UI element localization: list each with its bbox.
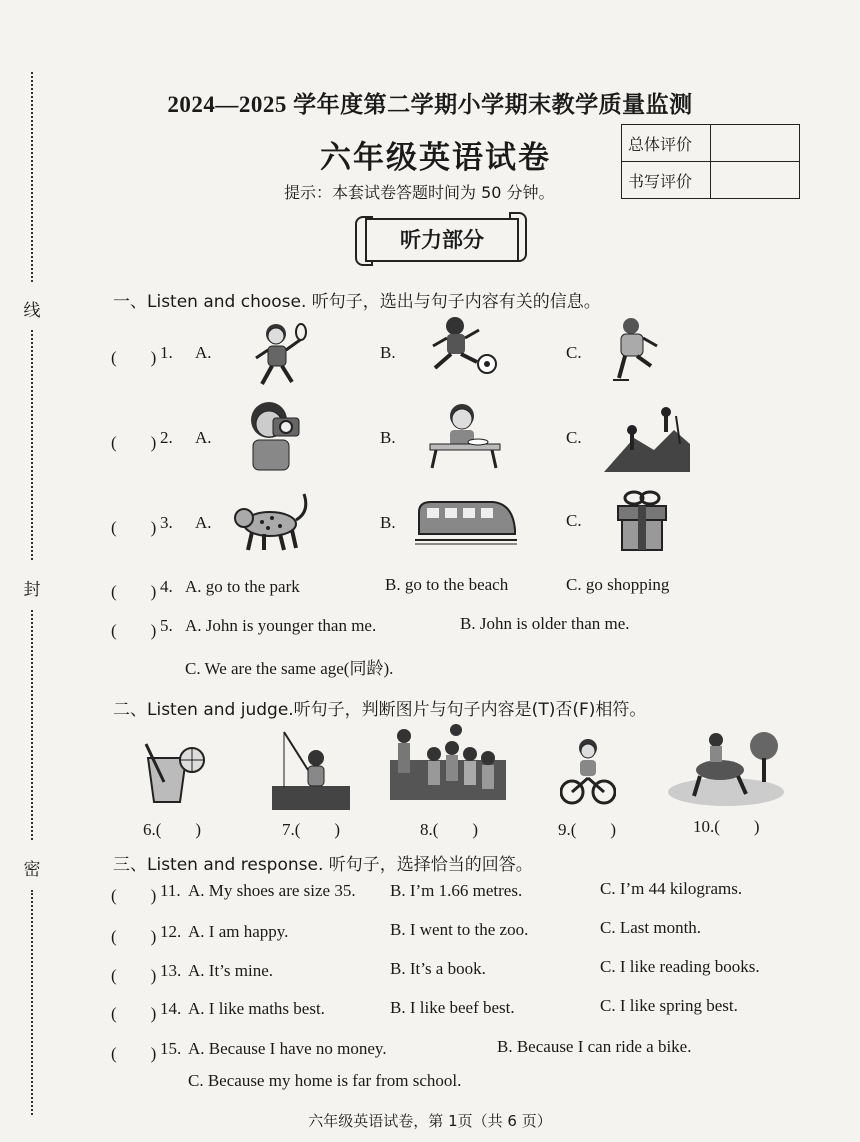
gift-icon: [612, 486, 672, 557]
eating-icon: [422, 400, 504, 475]
overall-eval-field[interactable]: [711, 125, 800, 162]
q13-option-c: C. I like reading books.: [600, 957, 760, 976]
evaluation-table: [621, 124, 800, 199]
q2-number: 2.: [160, 428, 173, 447]
q2-paren[interactable]: ( ): [111, 433, 157, 452]
q1-option-b-label: B.: [380, 343, 396, 362]
margin-secret-char: 密: [22, 855, 42, 880]
item6-label[interactable]: 6.( ): [143, 820, 202, 839]
exam-hint: 提示：本套试卷答题时间为 50 分钟。: [284, 183, 555, 202]
q4-paren[interactable]: ( ): [111, 582, 157, 601]
q4-option-c: C. go shopping: [566, 575, 670, 594]
q15-option-a: A. Because I have no money.: [188, 1039, 387, 1058]
hiking-icon: [604, 404, 690, 477]
q3-option-c-label: C.: [566, 511, 582, 530]
item8-label[interactable]: 8.( ): [420, 820, 479, 839]
q2-option-a-label: A.: [195, 428, 212, 447]
q3-option-a-label: A.: [195, 513, 212, 532]
q1-option-a-label: A.: [195, 343, 212, 362]
listening-part-banner: [355, 212, 527, 262]
q11-option-b: B. I’m 1.66 metres.: [390, 881, 523, 900]
q1-number: 1.: [160, 343, 173, 362]
q11-option-c: C. I’m 44 kilograms.: [600, 879, 743, 898]
q13-option-a: A. It’s mine.: [188, 961, 273, 980]
binding-dotted-line-mid2: [31, 610, 33, 840]
q5-option-c: C. We are the same age(同龄).: [185, 659, 394, 678]
item7-label[interactable]: 7.( ): [282, 820, 341, 839]
item10-label[interactable]: 10.( ): [693, 817, 760, 836]
section1-title: 一、Listen and choose. 听句子，选出与句子内容有关的信息。: [113, 292, 601, 312]
juice-icon: [140, 742, 206, 809]
overall-eval-label: 总体评价: [622, 125, 711, 162]
q14-paren[interactable]: ( ): [111, 1004, 157, 1023]
q12-option-b: B. I went to the zoo.: [390, 920, 529, 939]
q13-paren[interactable]: ( ): [111, 966, 157, 985]
writing-eval-field[interactable]: [711, 162, 800, 199]
exam-header: 2024—2025 学年度第二学期小学期末教学质量监测: [167, 92, 693, 117]
q13-option-b: B. It’s a book.: [390, 959, 486, 978]
q15-number: 15.: [160, 1039, 182, 1058]
q4-option-a: A. go to the park: [185, 577, 300, 596]
q3-number: 3.: [160, 513, 173, 532]
q13-number: 13.: [160, 961, 182, 980]
q1-paren[interactable]: ( ): [111, 348, 157, 367]
q5-option-b: B. John is older than me.: [460, 614, 630, 633]
q11-option-a: A. My shoes are size 35.: [188, 881, 356, 900]
q4-option-b: B. go to the beach: [385, 575, 509, 594]
badminton-icon: [248, 318, 308, 395]
q1-option-c-label: C.: [566, 343, 582, 362]
page-title: 六年级英语试卷: [320, 140, 551, 176]
train-icon: [415, 494, 517, 551]
section3-title: 三、Listen and response. 听句子，选择恰当的回答。: [113, 855, 533, 875]
q4-number: 4.: [160, 577, 173, 596]
q14-number: 14.: [160, 999, 182, 1018]
camera-icon: [243, 398, 307, 477]
q5-paren[interactable]: ( ): [111, 621, 157, 640]
margin-seal-char: 封: [22, 575, 42, 600]
q14-option-a: A. I like maths best.: [188, 999, 325, 1018]
q3-option-b-label: B.: [380, 513, 396, 532]
margin-line-char: 线: [22, 296, 42, 321]
q12-option-a: A. I am happy.: [188, 922, 289, 941]
listening-part-label: 听力部分: [365, 218, 519, 262]
writing-eval-label: 书写评价: [622, 162, 711, 199]
q12-number: 12.: [160, 922, 182, 941]
football-icon: [425, 316, 497, 383]
q11-paren[interactable]: ( ): [111, 886, 157, 905]
q11-number: 11.: [160, 881, 181, 900]
q3-paren[interactable]: ( ): [111, 518, 157, 537]
cycling-icon: [560, 736, 616, 811]
q14-option-b: B. I like beef best.: [390, 998, 515, 1017]
crowd-icon: [390, 724, 506, 805]
binding-dotted-line-bottom: [31, 890, 33, 1115]
q15-paren[interactable]: ( ): [111, 1044, 157, 1063]
horse-riding-icon: [668, 726, 784, 811]
q5-number: 5.: [160, 616, 173, 635]
item9-label[interactable]: 9.( ): [558, 820, 617, 839]
q5-option-a: A. John is younger than me.: [185, 616, 377, 635]
q12-option-c: C. Last month.: [600, 918, 702, 937]
q2-option-c-label: C.: [566, 428, 582, 447]
fishing-icon: [272, 728, 350, 815]
q14-option-c: C. I like spring best.: [600, 996, 738, 1015]
page-footer: 六年级英语试卷，第 1页（共 6 页）: [308, 1112, 552, 1130]
leopard-icon: [230, 488, 312, 559]
q2-option-b-label: B.: [380, 428, 396, 447]
skating-icon: [605, 316, 661, 393]
section2-title: 二、Listen and judge.听句子，判断图片与句子内容是(T)否(F)相符。: [113, 700, 647, 720]
q15-option-c: C. Because my home is far from school.: [188, 1071, 462, 1090]
q12-paren[interactable]: ( ): [111, 927, 157, 946]
binding-dotted-line-mid1: [31, 330, 33, 560]
q15-option-b: B. Because I can ride a bike.: [497, 1037, 692, 1056]
